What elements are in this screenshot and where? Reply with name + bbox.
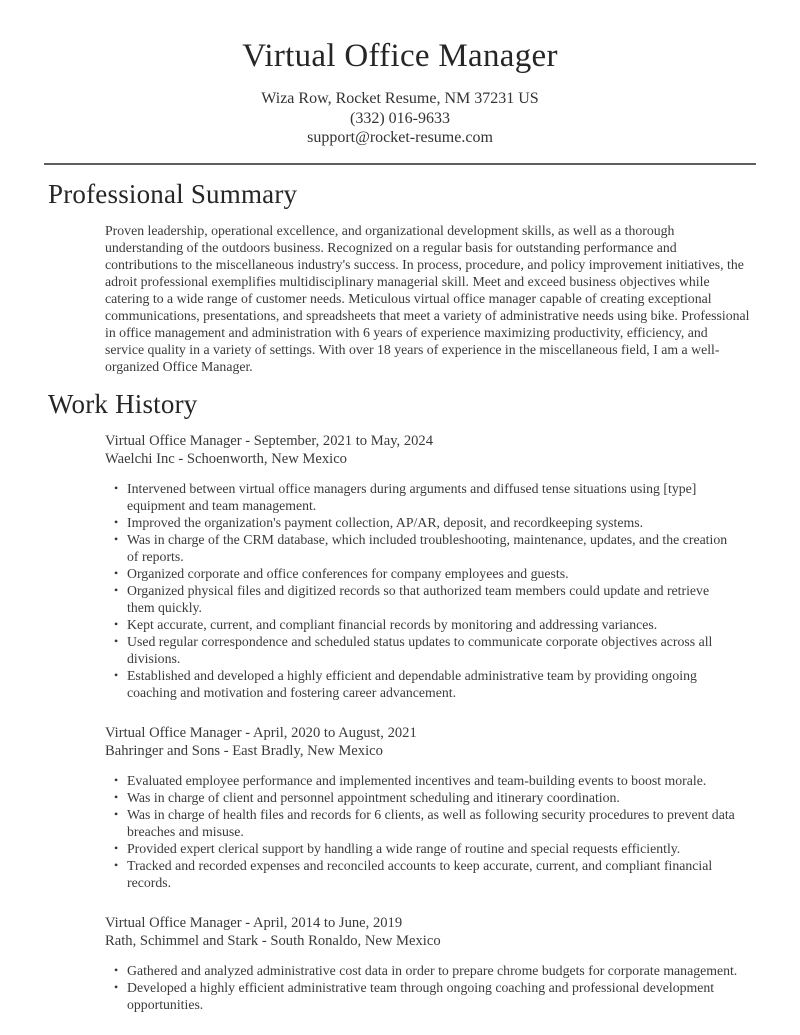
job-bullet: • Was in charge of health files and records for 6 clients, as well as following security procedures to prevent data breaches and misuse. bbox=[127, 806, 740, 840]
section-professional-summary bbox=[0, 178, 800, 375]
professional-summary-body bbox=[105, 222, 750, 375]
job-bullet: • Intervened between virtual office managers during arguments and diffused tense situations using [type] equipment and team management. bbox=[127, 480, 740, 514]
job-title-line: Virtual Office Manager - April, 2014 to June, 2019 bbox=[105, 914, 403, 931]
job-entry bbox=[105, 914, 740, 1013]
job-bullet: • Improved the organization's payment collection, AP/AR, deposit, and recordkeeping systems. bbox=[127, 514, 740, 531]
job-entry bbox=[105, 432, 740, 701]
job-bullet: • Organized corporate and office conferences for company employees and guests. bbox=[127, 565, 740, 582]
job-company-line: Rath, Schimmel and Stark - South Ronaldo, New Mexico bbox=[105, 933, 441, 950]
job-bullet: • Evaluated employee performance and implemented incentives and team-building events to boost morale. bbox=[127, 772, 740, 789]
job-bullet: • Kept accurate, current, and compliant financial records by monitoring and addressing variances. bbox=[127, 616, 740, 633]
job-bullet: • Developed a highly efficient administrative team through ongoing coaching and professional development opportunities. bbox=[127, 979, 740, 1013]
job-bullet: • Established and developed a highly efficient and dependable administrative team by providing ongoing coaching and motivation and fostering career advancement. bbox=[127, 667, 740, 701]
section-work-history bbox=[0, 388, 800, 1014]
header-divider bbox=[44, 163, 756, 165]
job-bullet-list bbox=[105, 772, 740, 891]
job-bullet-list bbox=[105, 962, 740, 1013]
job-bullet: • Organized physical files and digitized records so that authorized team members could update and retrieve them quickly. bbox=[127, 582, 740, 616]
job-bullet: • Tracked and recorded expenses and reconciled accounts to keep accurate, current, and compliant financial records. bbox=[127, 857, 740, 891]
job-company-line: Bahringer and Sons - East Bradly, New Mexico bbox=[105, 743, 383, 760]
contact-email: support@rocket-resume.com bbox=[307, 129, 493, 146]
job-bullet-list bbox=[105, 480, 740, 701]
job-bullet: • Used regular correspondence and scheduled status updates to communicate corporate objectives across all divisions. bbox=[127, 633, 740, 667]
job-bullet: • Provided expert clerical support by handling a wide range of routine and special requests efficiently. bbox=[127, 840, 740, 857]
professional-summary-text: Proven leadership, operational excellence, and organizational development skills, as well as a thorough understanding of the outdoors business. Recognized on a regular basis for outstanding performance and contributions to the miscellaneous industry's success. In process, procedure, and policy improvement initiatives, the adroit professional exemplifies multidisciplinary managerial skill. Meet and exceed business objectives while catering to a wide range of customer needs. Meticulous virtual office manager capable of creating exceptional communications, presentations, and spreadsheets that meet a variety of administrative needs using bike. Professional in office management and administration with 6 years of experience maximizing productivity, efficiency, and service quality in a variety of settings. With over 18 years of experience in the miscellaneous field, I am a well-organized Office Manager. bbox=[105, 222, 750, 374]
professional-summary-heading: Professional Summary bbox=[48, 178, 298, 209]
job-bullet: • Was in charge of client and personnel appointment scheduling and itinerary coordination. bbox=[127, 789, 740, 806]
resume-header bbox=[0, 0, 800, 148]
page-title: Virtual Office Manager bbox=[242, 38, 558, 74]
job-title-line: Virtual Office Manager - September, 2021 to May, 2024 bbox=[105, 432, 434, 449]
work-history-heading: Work History bbox=[48, 388, 198, 419]
job-entry bbox=[105, 724, 740, 891]
job-company-line: Waelchi Inc - Schoenworth, New Mexico bbox=[105, 451, 347, 468]
contact-address: Wiza Row, Rocket Resume, NM 37231 US bbox=[261, 90, 539, 107]
work-history-body bbox=[105, 432, 740, 1014]
job-bullet: • Was in charge of the CRM database, which included troubleshooting, maintenance, updates, and the creation of reports. bbox=[127, 531, 740, 565]
job-bullet: • Gathered and analyzed administrative cost data in order to prepare chrome budgets for corporate management. bbox=[127, 962, 740, 979]
contact-phone: (332) 016-9633 bbox=[350, 109, 450, 127]
job-title-line: Virtual Office Manager - April, 2020 to August, 2021 bbox=[105, 724, 417, 741]
